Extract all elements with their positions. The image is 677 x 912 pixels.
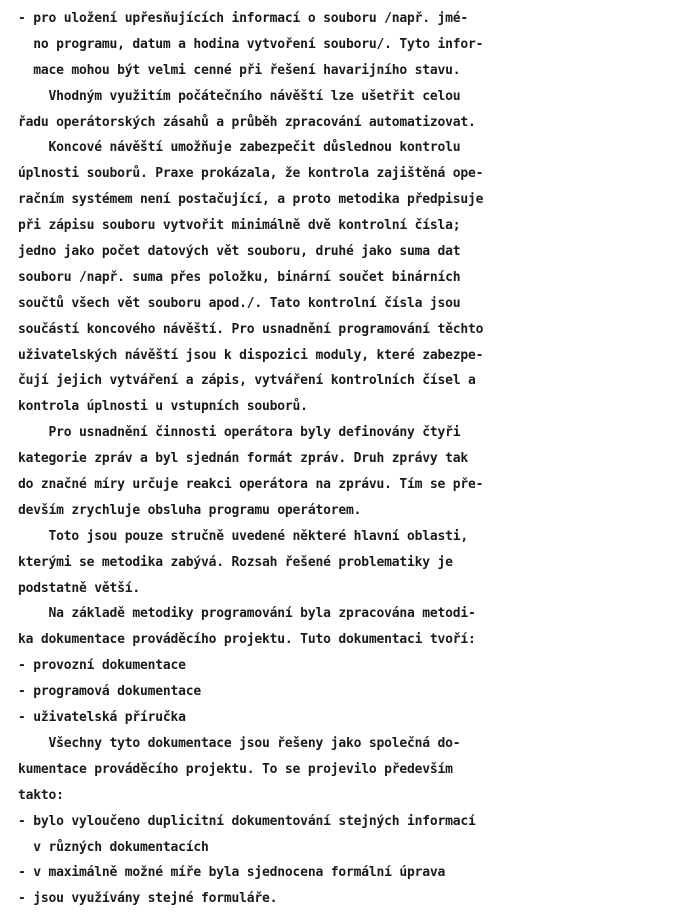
paragraph-operator-messages: [18, 420, 663, 524]
list-item: - provozní dokumentace: [18, 658, 186, 674]
list-item: - bylo vyloučeno duplicitní dokumentování stejných informací: [18, 813, 476, 829]
text-line: úplnosti souborů. Praxe prokázala, že kontrola zajištěná ope-: [18, 166, 484, 182]
text-line: kumentace prováděcího projektu. To se projevilo především: [18, 761, 453, 777]
text-line: při zápisu souboru vytvořit minimálně dvě kontrolní čísla;: [18, 218, 461, 234]
paragraph-end-label: [18, 135, 663, 420]
list-item: - uživatelská příručka: [18, 710, 186, 726]
paragraph-documentation-methodology: [18, 601, 663, 730]
text-line: mace mohou být velmi cenné při řešení havarijního stavu.: [18, 62, 461, 78]
text-line: souboru /např. suma přes položku, binární součet binárních: [18, 269, 461, 285]
list-item: - programová dokumentace: [18, 684, 202, 700]
text-line: kterými se metodika zabývá. Rozsah řešené problematiky je: [18, 554, 453, 570]
text-line: devším zrychluje obsluha programu operátorem.: [18, 502, 362, 518]
text-line: řadu operátorských zásahů a průběh zpracování automatizovat.: [18, 114, 476, 130]
text-line: - pro uložení upřesňujících informací o souboru /např. jmé-: [18, 11, 468, 26]
text-line: jedno jako počet datových vět souboru, druhé jako suma dat: [18, 244, 461, 260]
text-line: do značné míry určuje reakci operátora na zprávu. Tím se pře-: [18, 477, 484, 493]
text-line: Koncové návěští umožňuje zabezpečit důslednou kontrolu: [18, 140, 461, 156]
text-line: Na základě metodiky programování byla zpracována metodi-: [18, 606, 476, 622]
text-line: součástí koncového návěští. Pro usnadnění programování těchto: [18, 321, 484, 337]
paragraph-continuation: [18, 6, 663, 84]
list-item: v různých dokumentacích: [18, 839, 209, 855]
list-item: - v maximálně možné míře byla sjednocena formální úprava: [18, 865, 446, 881]
text-line: kontrola úplnosti u vstupních souborů.: [18, 399, 308, 415]
text-line: součtů všech vět souboru apod./. Tato kontrolní čísla jsou: [18, 295, 461, 311]
list-item: - jsou využívány stejné formuláře.: [18, 891, 278, 907]
text-line: Pro usnadnění činnosti operátora byly definovány čtyři: [18, 425, 461, 441]
paragraph-summary: [18, 524, 663, 602]
text-line: podstatně větší.: [18, 580, 141, 596]
text-line: no programu, datum a hodina vytvoření souboru/. Tyto infor-: [18, 36, 484, 52]
text-line: Všechny tyto dokumentace jsou řešeny jako společná do-: [18, 735, 461, 751]
text-line: čují jejich vytváření a zápis, vytváření kontrolních čísel a: [18, 373, 476, 389]
paragraph-common-documentation: [18, 731, 663, 912]
text-line: takto:: [18, 787, 64, 803]
paragraph-start-label: [18, 84, 663, 136]
text-line: uživatelských návěští jsou k dispozici moduly, které zabezpe-: [18, 347, 484, 363]
text-line: kategorie zpráv a byl sjednán formát zpráv. Druh zprávy tak: [18, 451, 468, 467]
text-line: račním systémem není postačující, a proto metodika předpisuje: [18, 192, 484, 208]
text-line: Toto jsou pouze stručně uvedené některé hlavní oblasti,: [18, 528, 468, 544]
text-line: ka dokumentace prováděcího projektu. Tuto dokumentaci tvoří:: [18, 632, 476, 648]
text-line: Vhodným využitím počátečního návěští lze ušetřit celou: [18, 88, 461, 104]
